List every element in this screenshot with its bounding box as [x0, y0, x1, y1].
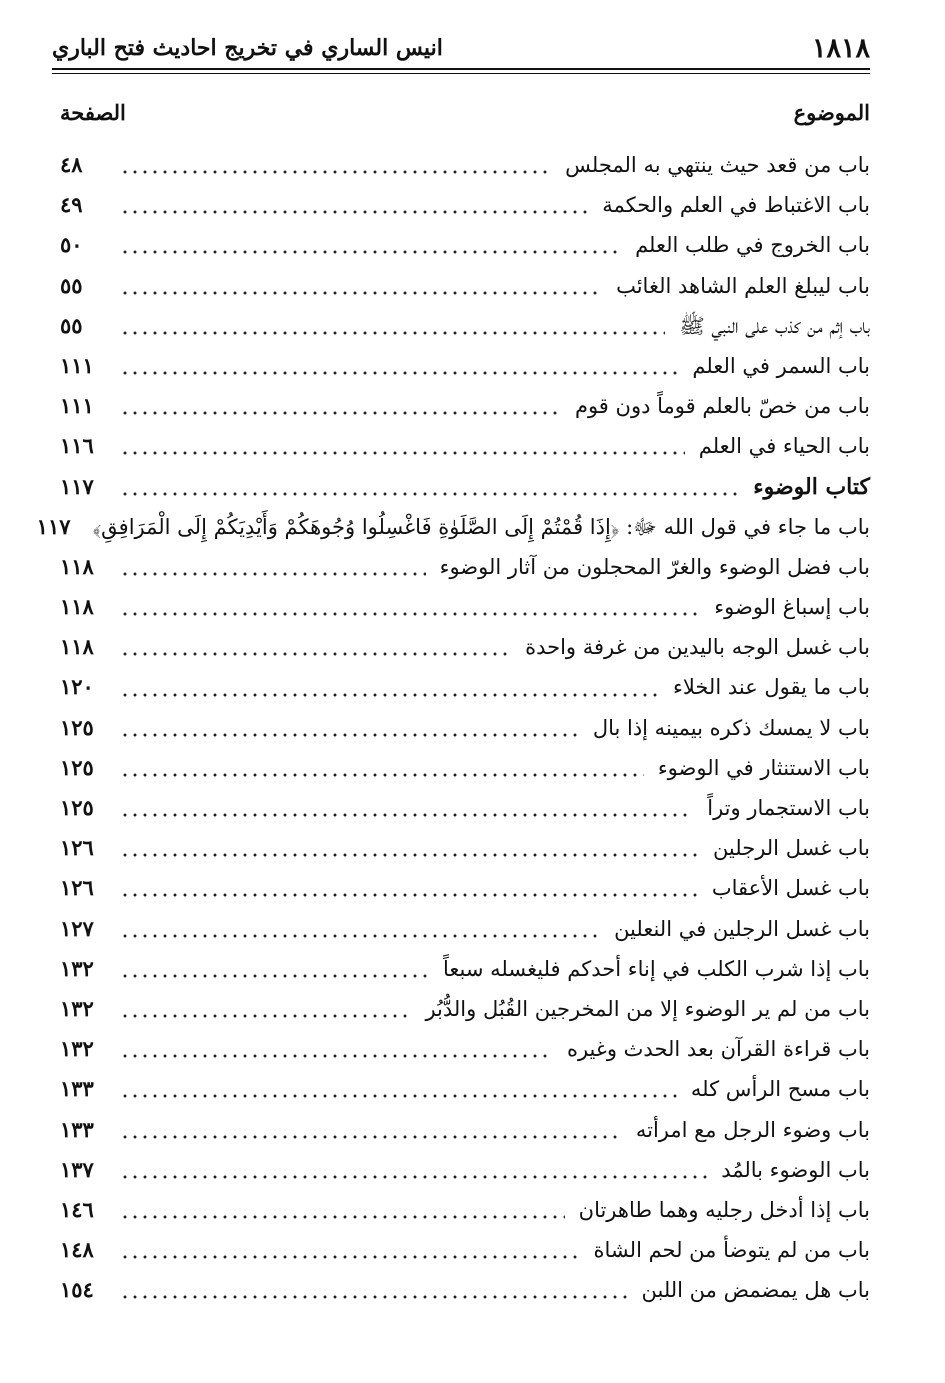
dot-leader [120, 773, 644, 777]
toc-page-number: ١١٦ [60, 433, 94, 459]
toc-page-number: ١٤٨ [60, 1237, 94, 1263]
toc-entry-title: باب الحياء في العلم [698, 434, 870, 459]
toc-entry [60, 1277, 870, 1317]
toc-entry-title: باب غسل الرجلين في النعلين [614, 916, 870, 941]
toc-page-number: ١١٨ [60, 594, 94, 620]
toc-page-number: ٥٥ [60, 312, 83, 338]
page-column-heading: الصفحة [60, 99, 126, 125]
toc-entry [60, 152, 870, 192]
toc-entry-title: باب فضل الوضوء والغرّ المحجلون من آثار الوضوء [439, 554, 870, 579]
dot-leader [120, 853, 699, 857]
toc-entry [60, 916, 870, 956]
toc-entry [60, 192, 870, 232]
dot-leader [120, 1295, 628, 1299]
toc-entry-title: باب من قعد حيث ينتهي به المجلس [565, 153, 870, 177]
toc-page-number: ١٢٠ [60, 674, 94, 700]
toc-page-number: ١٢٥ [60, 795, 94, 820]
toc-entry [60, 1197, 870, 1237]
toc-entry-title: باب إذا شرب الكلب في إناء أحدكم فليغسله سبعاً [443, 956, 870, 981]
toc-page-number: ١٤٦ [60, 1196, 94, 1222]
dot-leader [120, 451, 685, 455]
dot-leader [120, 1215, 565, 1219]
toc-page-number: ١٥٤ [60, 1277, 94, 1303]
toc-entry [60, 393, 870, 433]
header-rule [52, 68, 870, 74]
dot-leader [120, 492, 739, 496]
toc-entry [60, 1076, 870, 1116]
running-header [52, 28, 870, 68]
toc-entry [60, 875, 870, 915]
toc-page-number: ١٣٢ [60, 955, 94, 981]
toc-entry [60, 956, 870, 996]
toc-page-number: ١٢٧ [60, 915, 94, 941]
toc-entry-title: باب الاستنثار في الوضوء [657, 755, 870, 780]
dot-leader [120, 693, 659, 697]
toc-entry-title: باب غسل الرجلين [712, 836, 870, 861]
toc-entry-title: باب غسل الأعقاب [711, 876, 870, 901]
toc-page-number: ١١٧ [60, 473, 94, 499]
toc-entry [60, 674, 870, 714]
toc-entry-title: باب السمر في العلم [692, 353, 870, 378]
toc-entry-title: باب من لم ير الوضوء إلا من المخرجين القُبُل والدُّبُر [425, 996, 870, 1021]
toc-page-number: ١١٨ [60, 553, 94, 579]
toc-entry [60, 795, 870, 835]
topic-column-heading: الموضوع [793, 99, 870, 125]
dot-leader [120, 733, 579, 737]
toc-entry-title: باب إثم من كذب على النبي ﷺ [679, 313, 870, 338]
page-number: ١٨١٨ [811, 32, 870, 64]
dot-leader [120, 1135, 622, 1139]
toc-page-number: ١٢٦ [60, 835, 94, 861]
toc-entry [60, 554, 870, 594]
toc-entry [60, 353, 870, 393]
dot-leader [120, 813, 693, 817]
toc-page-number: ١١١ [60, 352, 94, 378]
toc-entry [60, 1117, 870, 1157]
toc-entry [60, 273, 870, 313]
toc-entry-title: باب الخروج في طلب العلم [635, 233, 870, 258]
toc-entry-title: باب الوضوء بالمُد [721, 1157, 870, 1182]
toc-page-number: ١١١ [60, 393, 94, 419]
toc-entry-title: باب ما يقول عند الخلاء [672, 675, 870, 700]
toc-entry [60, 594, 870, 634]
toc-entry-title: باب ليبلغ العلم الشاهد الغائب [616, 273, 870, 298]
toc-entry [60, 232, 870, 272]
dot-leader [120, 974, 429, 978]
dot-leader [120, 934, 600, 938]
toc-page-number: ١٢٥ [60, 714, 94, 740]
toc-entry-title: باب قراءة القرآن بعد الحدث وغيره [566, 1037, 870, 1062]
toc-entry-title: باب لا يمسك ذكره بيمينه إذا بال [592, 715, 870, 740]
toc-entry-title: باب الاغتباط في العلم والحكمة [602, 193, 870, 218]
dot-leader [120, 291, 602, 295]
dot-leader [120, 1175, 707, 1179]
toc-entry [36, 513, 870, 554]
dot-leader [120, 331, 665, 335]
dot-leader [120, 1255, 580, 1259]
toc-entry-title: باب مسح الرأس كله [690, 1077, 870, 1102]
dot-leader [120, 1054, 553, 1058]
toc-page-number: ٥٥ [60, 272, 83, 298]
dot-leader [120, 411, 561, 415]
toc-entry-title: باب غسل الوجه باليدين من غرفة واحدة [525, 635, 870, 660]
toc-entry-title: باب الاستجمار وتراً [707, 796, 870, 820]
toc-page-number: ١٢٦ [60, 875, 94, 901]
dot-leader [120, 210, 588, 214]
toc-page-number: ١٣٢ [60, 1036, 94, 1062]
toc-page-number: ٥٠ [60, 232, 83, 258]
toc-page-number: ٤٩ [60, 192, 83, 218]
toc-entry-title: باب من لم يتوضأ من لحم الشاة [593, 1238, 870, 1263]
dot-leader [120, 572, 426, 576]
toc-entry [60, 835, 870, 875]
dot-leader [120, 1094, 677, 1098]
column-headings [60, 92, 870, 132]
dot-leader [120, 1014, 411, 1018]
dot-leader [120, 250, 621, 254]
toc-entry-title: كتاب الوضوء [753, 473, 870, 500]
toc-entry [60, 1036, 870, 1076]
toc-entry-title: باب إسباغ الوضوء [714, 595, 870, 620]
toc-page-number: ١٢٥ [60, 754, 94, 780]
toc-entry [60, 1237, 870, 1277]
toc-entry [60, 1157, 870, 1197]
dot-leader [120, 652, 511, 656]
toc-entry [60, 433, 870, 473]
toc-entry-title: باب إذا أدخل رجليه وهما طاهرتان [578, 1197, 870, 1222]
toc-entry [60, 634, 870, 674]
toc-page-number: ٤٨ [60, 152, 83, 177]
toc-entry-title: باب هل يمضمض من اللبن [641, 1278, 870, 1303]
toc-page-number: ١١٧ [36, 513, 71, 539]
toc-entry [60, 996, 870, 1036]
toc-entry-title: باب وضوء الرجل مع امرأته [635, 1117, 870, 1142]
toc-entry-title: باب من خصّ بالعلم قوماً دون قوم [574, 394, 870, 419]
toc-page-number: ١١٨ [60, 634, 94, 660]
toc-entry-title: باب ما جاء في قول الله ﷻ: ﴿إِذَا قُمْتُمْ إِلَى الصَّلَوٰةِ فَاغْسِلُوا وُجُوهَكُمْ وَأَيْدِيَكُمْ إِلَى الْمَرَافِقِ﴾ [92, 514, 870, 539]
table-of-contents [36, 152, 870, 1317]
dot-leader [120, 612, 700, 616]
toc-entry [60, 715, 870, 755]
dot-leader [120, 371, 678, 375]
book-title: انيس الساري في تخريج احاديث فتح الباري [52, 35, 443, 61]
toc-entry [60, 755, 870, 795]
dot-leader [120, 170, 551, 174]
toc-page-number: ١٣٣ [60, 1116, 94, 1142]
toc-page-number: ١٣٢ [60, 995, 94, 1021]
toc-page-number: ١٣٣ [60, 1076, 94, 1102]
toc-entry [60, 313, 870, 353]
toc-section-heading [60, 474, 870, 514]
dot-leader [120, 893, 698, 897]
toc-page-number: ١٣٧ [60, 1156, 94, 1182]
